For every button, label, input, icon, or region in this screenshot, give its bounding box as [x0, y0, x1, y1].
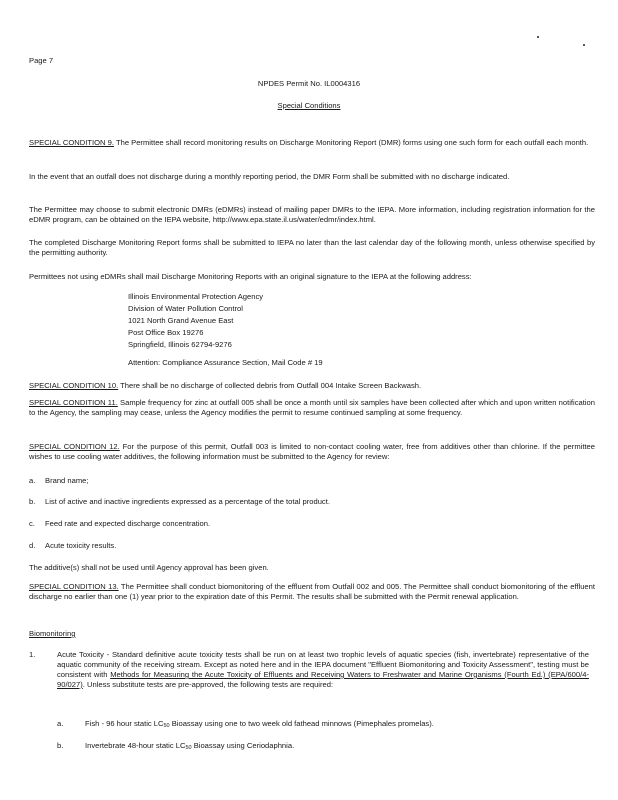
address-line-5: Springfield, Illinois 62794-9276 [128, 340, 232, 349]
special-condition-13 [29, 582, 595, 602]
special-condition-12 [29, 442, 595, 462]
paragraph-additives: The additive(s) shall not be used until Agency approval has been given. [29, 563, 269, 572]
section-title [0, 101, 618, 111]
special-condition-9-text: The Permittee shall record monitoring results on Discharge Monitoring Report (DMR) forms using one such form for each outfall each month. [115, 138, 589, 147]
paragraph-no-discharge: In the event that an outfall does not discharge during a monthly reporting period, the DMR Form shall be submitted with no discharge indicated. [29, 172, 510, 181]
item-1-text-pre: Acute Toxicity - Standard definitive acute toxicity tests shall be run on at least two trophic levels of aquatic species (fish, invertebrate) representative of the aquatic community of the receiving stream. Except as noted here and in the IEPA document "Effluent Biomonitoring and Toxicity Assessment", testing must be consistent with [57, 650, 589, 679]
special-condition-10 [29, 381, 595, 391]
list-item-a: Brand name; [45, 476, 89, 485]
list-item-d: Acute toxicity results. [45, 541, 117, 550]
permit-title: NPDES Permit No. IL0004316 [257, 79, 361, 88]
sub-item-b-text-pre: Invertebrate 48-hour static LC [85, 741, 186, 750]
address-line-1: Illinois Environmental Protection Agency [128, 292, 264, 301]
sub-item-a-fish [85, 719, 434, 731]
sub-item-b-subscript: 50 [185, 745, 192, 751]
sub-item-marker-a: a. [57, 719, 64, 728]
list-item-c: Feed rate and expected discharge concentration. [45, 519, 211, 528]
address-line-2: Division of Water Pollution Control [128, 304, 243, 313]
special-condition-11 [29, 398, 595, 418]
paragraph-completed-dmr: The completed Discharge Monitoring Report forms shall be submitted to IEPA no later than the last calendar day of the following month, unless otherwise specified by the permitting authority. [29, 238, 595, 257]
sub-item-a-text-pre: Fish - 96 hour static LC [85, 719, 164, 728]
address-attention: Attention: Compliance Assurance Section, Mail Code # 19 [128, 358, 323, 367]
page-header: Page 7 [29, 56, 54, 65]
list-marker-d: d. [29, 541, 36, 550]
special-condition-12-label: SPECIAL CONDITION 12. [29, 442, 120, 451]
paragraph-mail-dmr: Permittees not using eDMRs shall mail Discharge Monitoring Reports with an original signature to the IEPA at the following address: [29, 272, 472, 281]
paragraph-edmr: The Permittee may choose to submit electronic DMRs (eDMRs) instead of mailing paper DMRs to the IEPA. More information, including registration information for the eDMR program, can be obtained on the IEPA website, http://www.epa.state.il.us/water/edmr/index.html. [29, 205, 595, 224]
sub-item-a-text-post: Bioassay using one to two week old fathead minnows (Pimephales promelas). [169, 719, 434, 728]
special-condition-9-label: SPECIAL CONDITION 9. [29, 138, 114, 147]
item-1-method-reference: Methods for Measuring the Acute Toxicity of Effluents and Receiving Waters to Freshwater and Marine Organisms (Fourth Ed.) (EPA/600/4-90/027) [57, 670, 589, 689]
sub-item-b-text-post: Bioassay using Ceriodaphnia. [191, 741, 295, 750]
special-condition-10-text: There shall be no discharge of collected debris from Outfall 004 Intake Screen Backwash. [120, 381, 422, 390]
biomonitoring-heading: Biomonitoring [29, 629, 76, 638]
scan-speck [537, 36, 539, 38]
special-condition-10-label: SPECIAL CONDITION 10. [29, 381, 119, 390]
sub-item-b-invertebrate [85, 741, 294, 753]
item-1-marker: 1. [29, 650, 36, 659]
scan-speck [583, 44, 585, 46]
list-marker-a: a. [29, 476, 36, 485]
special-condition-12-text: For the purpose of this permit, Outfall 003 is limited to non-contact cooling water, free from additives other than chlorine. If the permittee wishes to use cooling water additives, the following information must be submitted to the Agency for review: [29, 442, 595, 461]
special-condition-11-text: Sample frequency for zinc at outfall 005 shall be once a month until six samples have been collected after which and upon written notification to the Agency, the sampling may cease, unless the Agency modifies the permit to resume continued sampling at some frequency. [29, 398, 595, 417]
sub-item-a-subscript: 50 [163, 723, 170, 729]
sub-item-marker-b: b. [57, 741, 64, 750]
address-line-3: 1021 North Grand Avenue East [128, 316, 234, 325]
list-marker-b: b. [29, 497, 36, 506]
special-condition-9 [29, 138, 595, 148]
section-title-text: Special Conditions [277, 101, 341, 110]
item-1-acute-toxicity [57, 650, 589, 690]
list-marker-c: c. [29, 519, 35, 528]
address-line-4: Post Office Box 19276 [128, 328, 204, 337]
special-condition-13-label: SPECIAL CONDITION 13. [29, 582, 119, 591]
list-item-b: List of active and inactive ingredients expressed as a percentage of the total product. [45, 497, 330, 506]
item-1-text-post: . Unless substitute tests are pre-approved, the following tests are required: [82, 680, 334, 689]
special-condition-13-text: The Permittee shall conduct biomonitoring of the effluent from Outfall 002 and 005. The Permittee shall conduct biomonitoring of the effluent discharge no earlier than one (1) year prior to the expiration date of this Permit. The results shall be submitted with the Permit renewal application. [29, 582, 595, 601]
special-condition-11-label: SPECIAL CONDITION 11. [29, 398, 118, 407]
